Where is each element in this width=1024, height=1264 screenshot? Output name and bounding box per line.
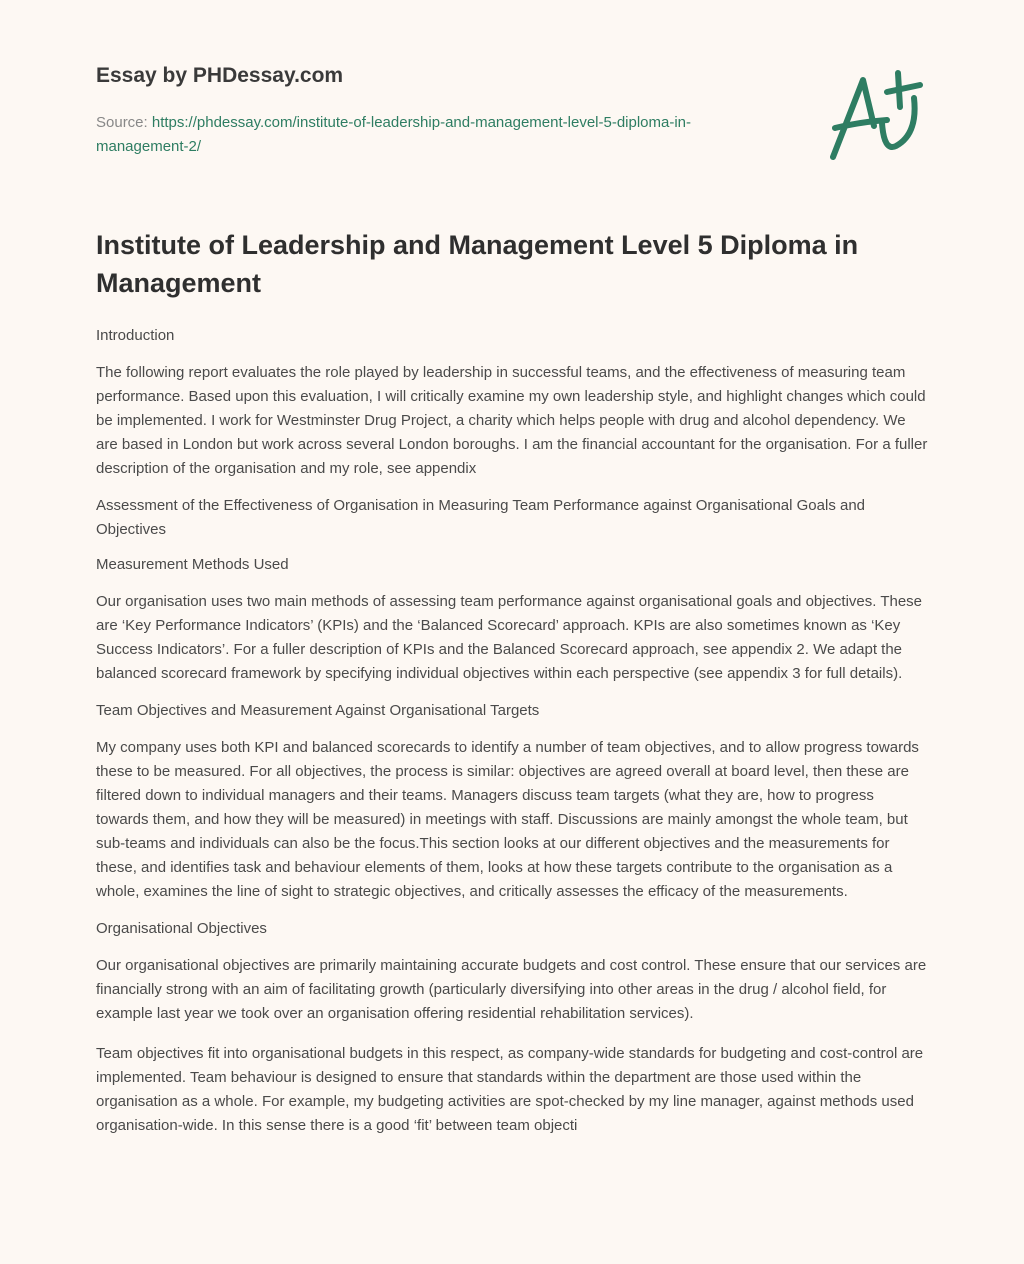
section-heading: Organisational Objectives [96, 920, 267, 937]
section-heading: Introduction [96, 327, 175, 344]
essay-title: Institute of Leadership and Management Level 5 Diploma in Management [96, 230, 859, 298]
source-link[interactable]: https://phdessay.com/institute-of-leadership-and-management-level-5-diploma-in-management-2/ [96, 114, 692, 155]
site-title: Essay by PHDessay.com [96, 64, 344, 87]
source-label: Source: [96, 114, 152, 131]
paragraph: Our organisational objectives are primarily maintaining accurate budgets and cost control. These ensure that our services are financially strong with an aim of facilitating growth (particularly diversifying into other areas in the drug / alcohol field, for example last year we took over an organisation offering residential rehabilitation services). [96, 957, 927, 1022]
section-heading: Team Objectives and Measurement Against Organisational Targets [96, 702, 540, 719]
section-heading: Measurement Methods Used [96, 556, 289, 573]
a-plus-logo [810, 60, 940, 170]
source-line [96, 111, 776, 159]
paragraph: My company uses both KPI and balanced scorecards to identify a number of team objectives, and to allow progress towards these to be measured. For all objectives, the process is similar: objectives are agreed overall at board level, then these are filtered down to individual managers and their teams. Managers discuss team targets (what they are, how to progress towards them, and how they will be measured) in meetings with staff. Discussions are mainly amongst the whole team, but sub-teams and individuals can also be the focus.This section looks at our different objectives and the measurements for these, and identifies task and behaviour elements of them, looks at how these targets contribute to the organisation as a whole, examines the line of sight to strategic objectives, and critically assesses the efficacy of the measurements. [96, 739, 919, 900]
essay-body [96, 324, 930, 1151]
paragraph: Team objectives fit into organisational budgets in this respect, as company-wide standards for budgeting and cost-control are implemented. Team behaviour is designed to ensure that standards within the department are those used within the organisation as a whole. For example, my budgeting activities are spot-checked by my line manager, against methods used organisation-wide. In this sense there is a good ‘fit’ between team objecti [96, 1045, 924, 1134]
paragraph: The following report evaluates the role played by leadership in successful teams, and the effectiveness of measuring team performance. Based upon this evaluation, I will critically examine my own leadership style, and highlight changes which could be implemented. I work for Westminster Drug Project, a charity which helps people with drug and alcohol dependency. We are based in London but work across several London boroughs. I am the financial accountant for the organisation. For a fuller description of the organisation and my role, see appendix [96, 364, 928, 477]
paragraph: Our organisation uses two main methods of assessing team performance against organisational goals and objectives. These are ‘Key Performance Indicators’ (KPIs) and the ‘Balanced Scorecard’ approach. KPIs are also sometimes known as ‘Key Success Indicators’. For a fuller description of KPIs and the Balanced Scorecard approach, see appendix 2. We adapt the balanced scorecard framework by specifying individual objectives within each perspective (see appendix 3 for full details). [96, 593, 923, 682]
section-heading: Assessment of the Effectiveness of Organisation in Measuring Team Performance against Organisational Goals and Objectives [96, 497, 866, 538]
